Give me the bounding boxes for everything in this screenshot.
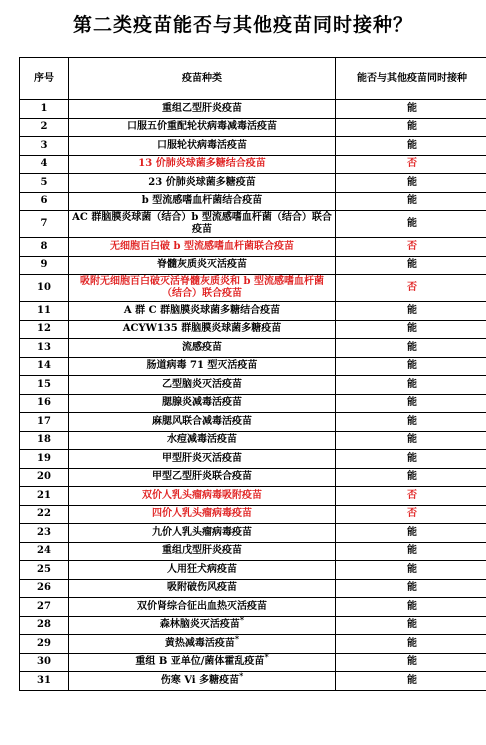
row-vaccine-name bbox=[69, 413, 336, 432]
row-vaccine-name bbox=[69, 598, 336, 617]
table-row bbox=[20, 579, 486, 598]
vaccine-name-text: 23 价肺炎球菌多糖疫苗 bbox=[148, 176, 256, 188]
row-index: 4 bbox=[20, 155, 69, 174]
table-row bbox=[20, 137, 486, 156]
table-row bbox=[20, 413, 486, 432]
row-vaccine-name bbox=[69, 155, 336, 174]
row-vaccine-name bbox=[69, 487, 336, 506]
row-index: 25 bbox=[20, 561, 69, 580]
vaccine-name-text: 双价肾综合征出血热灭活疫苗 bbox=[137, 600, 267, 612]
vaccine-name-text: AC 群脑膜炎球菌（结合）b 型流感嗜血杆菌（结合）联合疫苗 bbox=[72, 212, 332, 235]
row-index: 12 bbox=[20, 320, 69, 339]
table-row bbox=[20, 635, 486, 654]
row-simultaneous: 能 bbox=[336, 468, 486, 487]
row-simultaneous: 否 bbox=[336, 275, 486, 302]
row-index: 30 bbox=[20, 653, 69, 672]
footnote-mark: * bbox=[239, 671, 244, 681]
row-simultaneous: 能 bbox=[336, 211, 486, 238]
table-row bbox=[20, 468, 486, 487]
table-row bbox=[20, 238, 486, 257]
row-simultaneous: 能 bbox=[336, 118, 486, 137]
row-vaccine-name bbox=[69, 357, 336, 376]
row-index: 19 bbox=[20, 450, 69, 469]
table-row bbox=[20, 653, 486, 672]
header-index: 序号 bbox=[20, 58, 69, 100]
row-vaccine-name bbox=[69, 302, 336, 321]
row-vaccine-name bbox=[69, 376, 336, 395]
row-index: 15 bbox=[20, 376, 69, 395]
table-row bbox=[20, 598, 486, 617]
row-simultaneous: 能 bbox=[336, 302, 486, 321]
row-simultaneous: 否 bbox=[336, 487, 486, 506]
vaccine-name-text: 九价人乳头瘤病毒疫苗 bbox=[152, 526, 252, 538]
row-index: 9 bbox=[20, 256, 69, 275]
table-row bbox=[20, 155, 486, 174]
row-simultaneous: 能 bbox=[336, 394, 486, 413]
row-simultaneous: 能 bbox=[336, 616, 486, 635]
row-simultaneous: 能 bbox=[336, 542, 486, 561]
footnote-mark: * bbox=[264, 653, 269, 662]
row-vaccine-name bbox=[69, 579, 336, 598]
table-row bbox=[20, 100, 486, 119]
vaccine-name-text: 乙型脑炎灭活疫苗 bbox=[162, 378, 242, 390]
vaccine-name-text: 脊髓灰质炎灭活疫苗 bbox=[157, 259, 247, 271]
vaccine-name-text: 水痘减毒活疫苗 bbox=[167, 434, 237, 446]
vaccine-name-text: 重组乙型肝炎疫苗 bbox=[162, 102, 242, 114]
vaccine-name-text: 重组戊型肝炎疫苗 bbox=[162, 545, 242, 557]
row-index: 6 bbox=[20, 192, 69, 211]
row-vaccine-name bbox=[69, 635, 336, 654]
table-row bbox=[20, 357, 486, 376]
row-vaccine-name bbox=[69, 100, 336, 119]
row-simultaneous: 能 bbox=[336, 413, 486, 432]
row-simultaneous: 能 bbox=[336, 635, 486, 654]
row-simultaneous: 能 bbox=[336, 320, 486, 339]
vaccine-name-text: 重组 B 亚单位/菌体霍乱疫苗 bbox=[135, 656, 265, 668]
table-row bbox=[20, 616, 486, 635]
row-vaccine-name bbox=[69, 431, 336, 450]
row-simultaneous: 能 bbox=[336, 672, 486, 691]
row-vaccine-name bbox=[69, 256, 336, 275]
table-row bbox=[20, 505, 486, 524]
row-vaccine-name bbox=[69, 672, 336, 691]
row-index: 24 bbox=[20, 542, 69, 561]
vaccine-name-text: 流感疫苗 bbox=[182, 341, 222, 353]
table-row bbox=[20, 450, 486, 469]
row-index: 11 bbox=[20, 302, 69, 321]
vaccine-table bbox=[19, 57, 486, 691]
row-vaccine-name bbox=[69, 238, 336, 257]
row-simultaneous: 能 bbox=[336, 339, 486, 358]
vaccine-name-text: 甲型乙型肝炎联合疫苗 bbox=[152, 471, 252, 483]
row-vaccine-name bbox=[69, 320, 336, 339]
vaccine-name-text: 双价人乳头瘤病毒吸附疫苗 bbox=[142, 489, 262, 501]
row-vaccine-name bbox=[69, 192, 336, 211]
vaccine-name-text: 口服五价重配轮状病毒减毒活疫苗 bbox=[127, 121, 277, 133]
row-simultaneous: 能 bbox=[336, 357, 486, 376]
vaccine-name-text: 伤寒 Vi 多糖疫苗 bbox=[160, 674, 240, 686]
vaccine-name-text: 黄热减毒活疫苗 bbox=[164, 637, 235, 649]
row-simultaneous: 能 bbox=[336, 100, 486, 119]
row-index: 18 bbox=[20, 431, 69, 450]
table-row bbox=[20, 320, 486, 339]
table-row bbox=[20, 542, 486, 561]
header-simultaneous: 能否与其他疫苗同时接种 bbox=[336, 58, 486, 100]
row-index: 29 bbox=[20, 635, 69, 654]
row-vaccine-name bbox=[69, 211, 336, 238]
row-index: 13 bbox=[20, 339, 69, 358]
row-simultaneous: 能 bbox=[336, 376, 486, 395]
row-index: 16 bbox=[20, 394, 69, 413]
row-vaccine-name bbox=[69, 174, 336, 193]
row-index: 2 bbox=[20, 118, 69, 137]
row-vaccine-name bbox=[69, 561, 336, 580]
vaccine-name-text: 肠道病毒 71 型灭活疫苗 bbox=[146, 360, 258, 372]
table-row bbox=[20, 339, 486, 358]
vaccine-name-text: 森林脑炎灭活疫苗 bbox=[159, 619, 240, 631]
row-index: 23 bbox=[20, 524, 69, 543]
page-title: 第二类疫苗能否与其他疫苗同时接种？ bbox=[72, 14, 413, 36]
row-vaccine-name bbox=[69, 616, 336, 635]
table-row bbox=[20, 561, 486, 580]
vaccine-name-text: 腮腺炎减毒活疫苗 bbox=[162, 397, 242, 409]
table-row bbox=[20, 376, 486, 395]
row-vaccine-name bbox=[69, 653, 336, 672]
table-row bbox=[20, 302, 486, 321]
row-simultaneous: 能 bbox=[336, 256, 486, 275]
row-index: 28 bbox=[20, 616, 69, 635]
row-vaccine-name bbox=[69, 542, 336, 561]
row-simultaneous: 否 bbox=[336, 155, 486, 174]
row-simultaneous: 能 bbox=[336, 174, 486, 193]
row-vaccine-name bbox=[69, 450, 336, 469]
row-vaccine-name bbox=[69, 137, 336, 156]
row-simultaneous: 能 bbox=[336, 653, 486, 672]
row-vaccine-name bbox=[69, 275, 336, 302]
vaccine-name-text: b 型流感嗜血杆菌结合疫苗 bbox=[141, 195, 263, 207]
header-vaccine-type: 疫苗种类 bbox=[69, 58, 336, 100]
table-row bbox=[20, 118, 486, 137]
footnote-mark: * bbox=[234, 634, 240, 644]
row-index: 20 bbox=[20, 468, 69, 487]
row-simultaneous: 能 bbox=[336, 598, 486, 617]
row-vaccine-name bbox=[69, 468, 336, 487]
row-index: 7 bbox=[20, 211, 69, 238]
row-index: 14 bbox=[20, 357, 69, 376]
row-simultaneous: 能 bbox=[336, 561, 486, 580]
vaccine-name-text: 无细胞百白破 b 型流感嗜血杆菌联合疫苗 bbox=[110, 240, 294, 252]
row-simultaneous: 能 bbox=[336, 137, 486, 156]
row-vaccine-name bbox=[69, 505, 336, 524]
row-simultaneous: 否 bbox=[336, 505, 486, 524]
row-simultaneous: 能 bbox=[336, 450, 486, 469]
vaccine-name-text: 人用狂犬病疫苗 bbox=[167, 563, 237, 575]
row-index: 31 bbox=[20, 672, 69, 691]
table-body bbox=[20, 100, 486, 691]
vaccine-name-text: ACYW135 群脑膜炎球菌多糖疫苗 bbox=[122, 323, 282, 335]
table-row bbox=[20, 394, 486, 413]
footnote-mark: * bbox=[239, 616, 245, 625]
row-vaccine-name bbox=[69, 394, 336, 413]
table-row bbox=[20, 524, 486, 543]
table-row bbox=[20, 174, 486, 193]
vaccine-name-text: A 群 C 群脑膜炎球菌多糖结合疫苗 bbox=[123, 304, 281, 316]
vaccine-name-text: 麻腮风联合减毒活疫苗 bbox=[152, 415, 252, 427]
vaccine-name-text: 甲型肝炎灭活疫苗 bbox=[162, 452, 242, 464]
table-row bbox=[20, 192, 486, 211]
table-header-row bbox=[20, 58, 486, 100]
row-simultaneous: 能 bbox=[336, 192, 486, 211]
row-vaccine-name bbox=[69, 524, 336, 543]
row-simultaneous: 能 bbox=[336, 524, 486, 543]
table-row bbox=[20, 211, 486, 238]
table-row bbox=[20, 487, 486, 506]
table-row bbox=[20, 275, 486, 302]
row-simultaneous: 能 bbox=[336, 579, 486, 598]
table-row bbox=[20, 431, 486, 450]
table-row bbox=[20, 672, 486, 691]
row-vaccine-name bbox=[69, 339, 336, 358]
row-index: 27 bbox=[20, 598, 69, 617]
vaccine-name-text: 13 价肺炎球菌多糖结合疫苗 bbox=[138, 158, 266, 170]
row-index: 1 bbox=[20, 100, 69, 119]
row-simultaneous: 能 bbox=[336, 431, 486, 450]
row-index: 26 bbox=[20, 579, 69, 598]
row-index: 8 bbox=[20, 238, 69, 257]
row-index: 5 bbox=[20, 174, 69, 193]
row-simultaneous: 否 bbox=[336, 238, 486, 257]
table-row bbox=[20, 256, 486, 275]
row-index: 22 bbox=[20, 505, 69, 524]
row-index: 3 bbox=[20, 137, 69, 156]
vaccine-name-text: 口服轮状病毒活疫苗 bbox=[157, 139, 247, 151]
row-vaccine-name bbox=[69, 118, 336, 137]
vaccine-name-text: 四价人乳头瘤病毒疫苗 bbox=[152, 508, 252, 520]
row-index: 17 bbox=[20, 413, 69, 432]
row-index: 10 bbox=[20, 275, 69, 302]
row-index: 21 bbox=[20, 487, 69, 506]
vaccine-name-text: 吸附无细胞百白破灭活脊髓灰质炎和 b 型流感嗜血杆菌（结合）联合疫苗 bbox=[80, 276, 324, 299]
vaccine-name-text: 吸附破伤风疫苗 bbox=[167, 582, 237, 594]
